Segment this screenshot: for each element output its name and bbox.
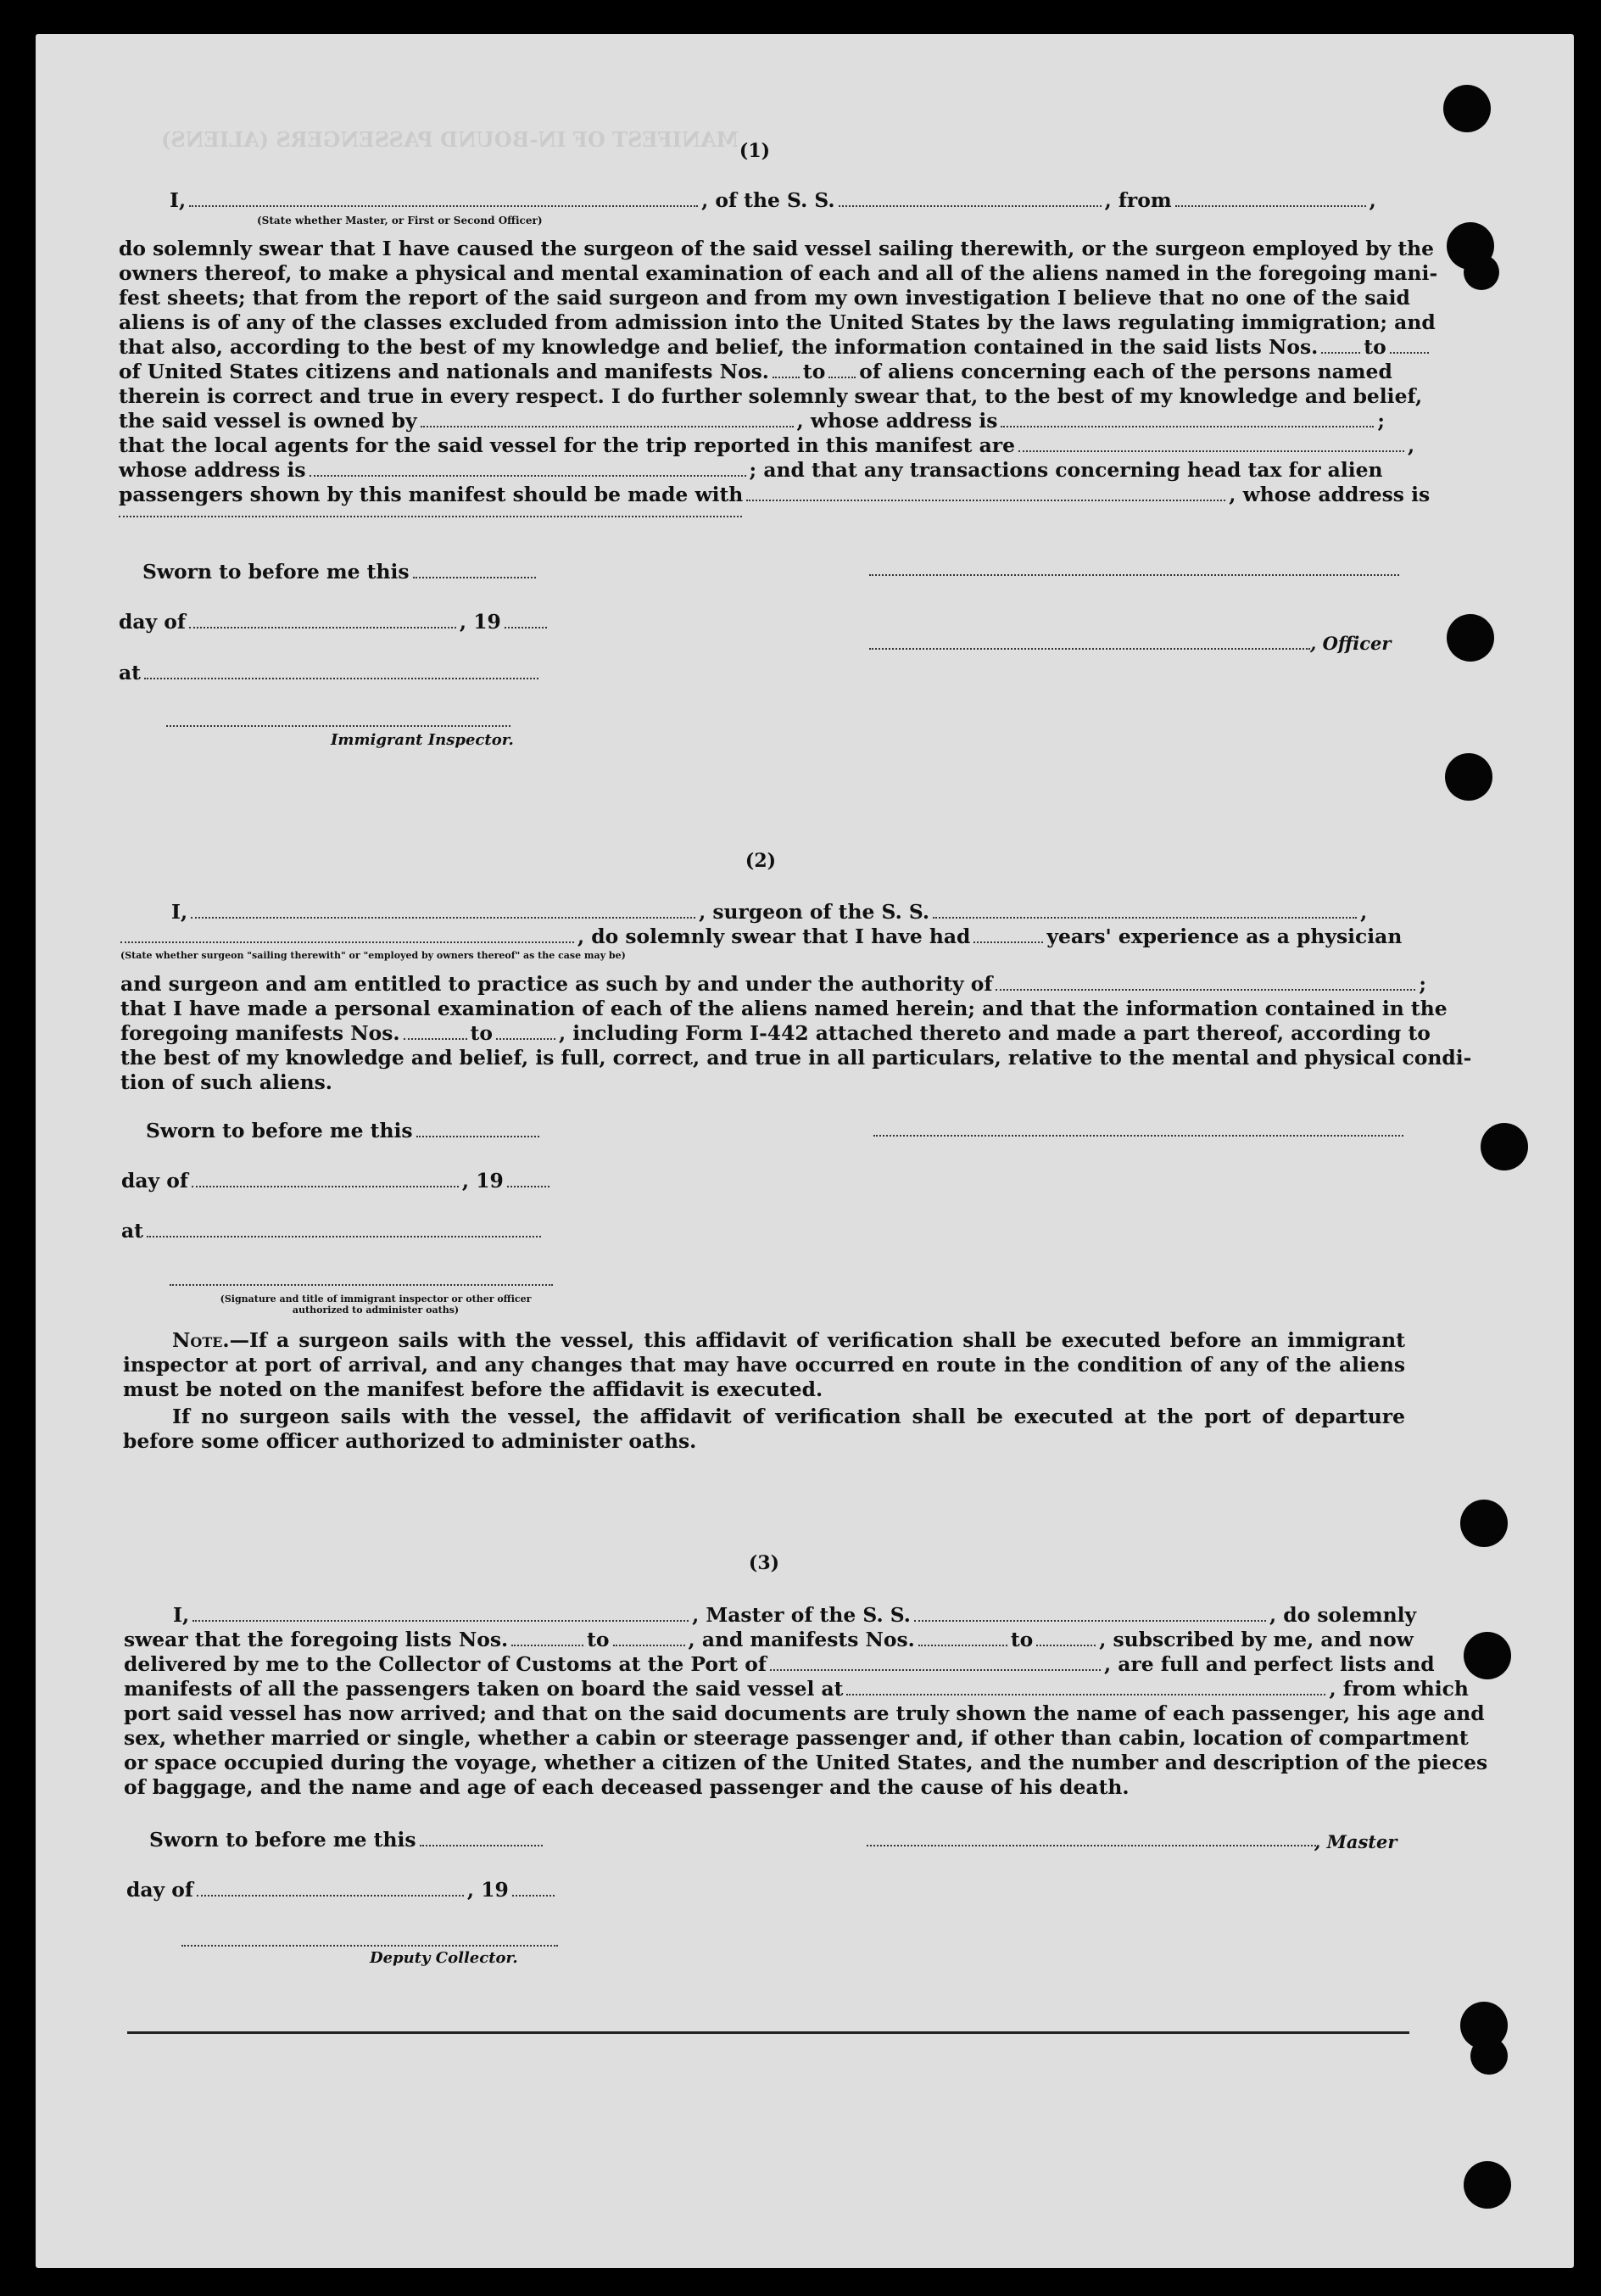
punch-hole <box>1470 2037 1508 2075</box>
s2-signature-note: (Signature and title of immigrant inspector or other officer authorized to administer oaths) <box>220 1293 532 1316</box>
section-3-number: (3) <box>748 1552 780 1574</box>
s2-line-5: foregoing manifests Nos. to , including Form I-442 attached thereto and made a part thereof, according to <box>120 1021 1431 1045</box>
punch-hole <box>1443 85 1491 132</box>
s2-sworn: Sworn to before me this <box>146 1119 543 1143</box>
s1-para-line: therein is correct and true in every respect. I do further solemnly swear that, to the best of my knowledge and belief, <box>119 384 1423 408</box>
s1-para-line: of United States citizens and nationals and manifests Nos. to of aliens concerning each of the persons named <box>119 360 1392 383</box>
s1-para-line: owners thereof, to make a physical and mental examination of each and all of the aliens named in the foregoing mani- <box>119 261 1438 285</box>
s2-signature-field[interactable] <box>873 1133 1403 1137</box>
punch-hole <box>1445 753 1492 801</box>
punch-hole <box>1464 254 1499 290</box>
s1-para-line: passengers shown by this manifest should be made with , whose address is <box>119 483 1431 506</box>
s1-para-line: the said vessel is owned by , whose address is ; <box>119 409 1386 433</box>
s1-para-line: aliens is of any of the classes excluded from admission into the United States by the laws regulating immigration; and <box>119 310 1436 334</box>
section-2-number: (2) <box>745 850 777 872</box>
s2-line-3: and surgeon and am entitled to practice as such by and under the authority of ; <box>120 972 1427 996</box>
s1-sworn: Sworn to before me this <box>142 560 539 584</box>
s1-inspector-signature[interactable] <box>166 723 510 727</box>
punch-hole <box>1464 1632 1511 1679</box>
s2-line-4: that I have made a personal examination of each of the aliens named herein; and that the information contained in the <box>120 997 1448 1020</box>
s2-line-7: tion of such aliens. <box>120 1070 332 1094</box>
bottom-rule <box>127 2031 1409 2034</box>
s1-officer-field[interactable] <box>869 646 1310 650</box>
s3-line-7: or space occupied during the voyage, whether a citizen of the United States, and the number and description of the pieces <box>124 1751 1488 1774</box>
s1-para-line: whose address is ; and that any transactions concerning head tax for alien <box>119 458 1383 482</box>
s1-at: at <box>119 661 542 685</box>
s1-para-line: do solemnly swear that I have caused the surgeon of the said vessel sailing therewith, or the surgeon employed by the <box>119 237 1435 260</box>
s3-line-4: manifests of all the passengers taken on board the said vessel at , from which <box>124 1677 1469 1701</box>
punch-hole <box>1460 1500 1508 1547</box>
s1-para-line: fest sheets; that from the report of the said surgeon and from my own investigation I believe that no one of the said <box>119 286 1410 310</box>
s2-at: at <box>121 1219 544 1243</box>
s2-line-6: the best of my knowledge and belief, is full, correct, and true in all particulars, relative to the mental and physical condi- <box>120 1046 1472 1070</box>
s1-officer-label: , Officer <box>1310 633 1392 654</box>
s3-master-signature[interactable] <box>867 1843 1316 1846</box>
s3-day-of: day of , 19 <box>126 1878 558 1902</box>
s3-line-8: of baggage, and the name and age of each deceased passenger and the cause of his death. <box>124 1775 1130 1799</box>
s2-inspector-signature[interactable] <box>170 1282 553 1286</box>
punch-hole <box>1481 1123 1528 1170</box>
s1-officer-note: (State whether Master, or First or Second Officer) <box>257 215 543 226</box>
s3-line-6: sex, whether married or single, whether a cabin or steerage passenger and, if other than cabin, location of compartment <box>124 1726 1469 1750</box>
s3-deputy-signature[interactable] <box>181 1943 558 1947</box>
section-1-number: (1) <box>739 140 771 162</box>
s2-surgeon-note: (State whether surgeon "sailing therewith" or "employed by owners thereof" as the case may be) <box>120 950 626 961</box>
s2-line-2: , do solemnly swear that I have had years' experience as a physician <box>120 925 1402 949</box>
s1-para-line: that the local agents for the said vessel for the trip reported in this manifest are , <box>119 433 1415 457</box>
s1-address-field[interactable] <box>119 514 742 517</box>
s3-master-label: , Master <box>1314 1831 1397 1852</box>
s2-note-paragraph-2: If no surgeon sails with the vessel, the affidavit of verification shall be executed at the port of departure before some officer authorized to administer oaths. <box>123 1405 1405 1453</box>
s2-day-of: day of , 19 <box>121 1169 553 1193</box>
s3-line-2: swear that the foregoing lists Nos. to , and manifests Nos. to , subscribed by me, and now <box>124 1628 1414 1651</box>
s1-inspector-label: Immigrant Inspector. <box>331 731 514 749</box>
punch-hole <box>1464 2161 1511 2209</box>
s3-deputy-label: Deputy Collector. <box>370 1949 518 1967</box>
punch-hole <box>1447 614 1494 662</box>
s2-note-paragraph: Note.—If a surgeon sails with the vessel, this affidavit of verification shall be executed before an immigrant inspector at port of arrival, and any changes that may have occurred en route in the condition of any of the aliens must be noted on the manifest before the affidavit is executed. <box>123 1328 1405 1401</box>
s1-line-1: I, , of the S. S. , from , <box>170 188 1376 212</box>
s1-para-line: that also, according to the best of my knowledge and belief, the information contained in the said lists Nos. to <box>119 335 1432 360</box>
s1-day-of: day of , 19 <box>119 610 550 634</box>
s3-sworn: Sworn to before me this <box>149 1828 546 1852</box>
s3-line-3: delivered by me to the Collector of Customs at the Port of , are full and perfect lists and <box>124 1652 1435 1676</box>
s3-line-1: I, , Master of the S. S. , do solemnly <box>173 1603 1417 1627</box>
s3-line-5: port said vessel has now arrived; and that on the said documents are truly shown the name of each passenger, his age and <box>124 1701 1485 1725</box>
bleed-through-text: MANIFEST OF IN-BOUND PASSENGERS (ALIENS) <box>161 127 739 152</box>
s2-line-1: I, , surgeon of the S. S. , <box>171 900 1368 924</box>
s1-signature-field[interactable] <box>869 573 1399 576</box>
